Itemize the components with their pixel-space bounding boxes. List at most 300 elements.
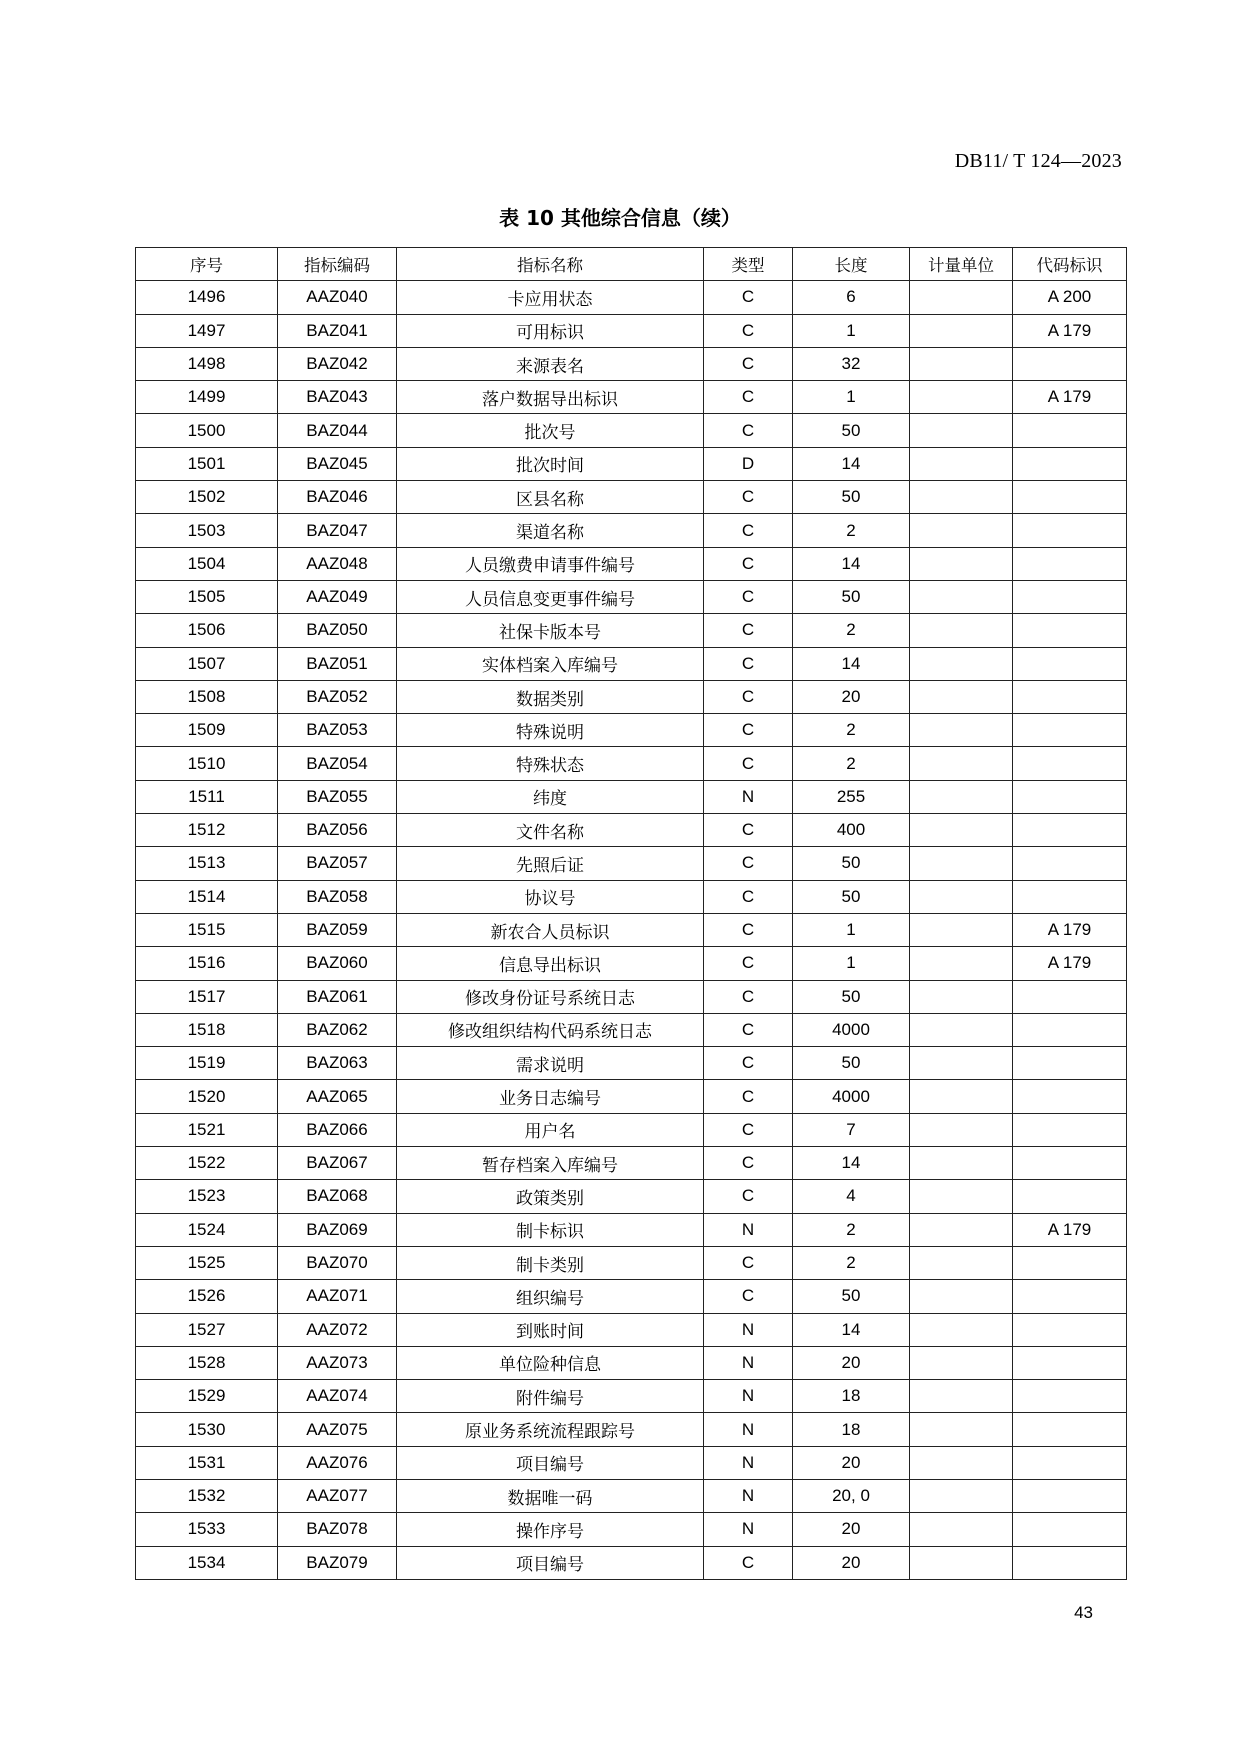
- cell-length: 255: [793, 780, 910, 813]
- cell-unit: [910, 980, 1013, 1013]
- cell-type: N: [704, 1380, 793, 1413]
- cell-code-id: [1013, 547, 1127, 580]
- cell-code-id: [1013, 347, 1127, 380]
- cell-seq: 1531: [136, 1446, 278, 1479]
- cell-unit: [910, 1546, 1013, 1579]
- cell-code-id: A 179: [1013, 314, 1127, 347]
- cell-code-id: [1013, 1280, 1127, 1313]
- cell-code-id: A 179: [1013, 913, 1127, 946]
- cell-seq: 1523: [136, 1180, 278, 1213]
- cell-code: BAZ078: [278, 1513, 397, 1546]
- cell-code-id: [1013, 1180, 1127, 1213]
- table-row: [136, 614, 1127, 647]
- cell-seq: 1508: [136, 680, 278, 713]
- cell-unit: [910, 1313, 1013, 1346]
- table-row: [136, 980, 1127, 1013]
- cell-unit: [910, 747, 1013, 780]
- cell-code: AAZ073: [278, 1346, 397, 1379]
- table-title: 表 10 其他综合信息（续）: [499, 206, 741, 230]
- cell-code: BAZ054: [278, 747, 397, 780]
- cell-length: 1: [793, 947, 910, 980]
- cell-code: BAZ057: [278, 847, 397, 880]
- cell-length: 4: [793, 1180, 910, 1213]
- cell-name: 批次时间: [397, 447, 704, 480]
- cell-name: 区县名称: [397, 481, 704, 514]
- table-row: [136, 1546, 1127, 1579]
- cell-length: 20: [793, 1446, 910, 1479]
- cell-type: N: [704, 1413, 793, 1446]
- cell-name: 协议号: [397, 880, 704, 913]
- cell-seq: 1503: [136, 514, 278, 547]
- header-code-id: 代码标识: [1013, 248, 1127, 281]
- cell-code: BAZ052: [278, 680, 397, 713]
- cell-length: 20: [793, 1513, 910, 1546]
- cell-length: 20, 0: [793, 1479, 910, 1512]
- cell-unit: [910, 580, 1013, 613]
- cell-name: 先照后证: [397, 847, 704, 880]
- cell-code-id: [1013, 1546, 1127, 1579]
- cell-code-id: [1013, 1380, 1127, 1413]
- cell-name: 数据唯一码: [397, 1479, 704, 1512]
- table-row: [136, 580, 1127, 613]
- cell-code: BAZ062: [278, 1013, 397, 1046]
- cell-name: 落户数据导出标识: [397, 381, 704, 414]
- cell-unit: [910, 1246, 1013, 1279]
- header-type: 类型: [704, 248, 793, 281]
- cell-unit: [910, 1280, 1013, 1313]
- table-row: [136, 847, 1127, 880]
- cell-code: AAZ048: [278, 547, 397, 580]
- cell-name: 人员缴费申请事件编号: [397, 547, 704, 580]
- cell-unit: [910, 1113, 1013, 1146]
- cell-type: D: [704, 447, 793, 480]
- cell-type: C: [704, 1113, 793, 1146]
- cell-code: BAZ067: [278, 1147, 397, 1180]
- cell-seq: 1533: [136, 1513, 278, 1546]
- cell-type: C: [704, 314, 793, 347]
- cell-unit: [910, 847, 1013, 880]
- cell-code-id: [1013, 747, 1127, 780]
- cell-length: 14: [793, 1313, 910, 1346]
- cell-length: 50: [793, 414, 910, 447]
- cell-code-id: [1013, 847, 1127, 880]
- table-row: [136, 1413, 1127, 1446]
- cell-length: 32: [793, 347, 910, 380]
- table-row: [136, 381, 1127, 414]
- table-row: [136, 281, 1127, 314]
- cell-unit: [910, 1213, 1013, 1246]
- cell-length: 50: [793, 980, 910, 1013]
- cell-length: 2: [793, 514, 910, 547]
- table-row: [136, 1246, 1127, 1279]
- cell-type: C: [704, 1047, 793, 1080]
- cell-type: N: [704, 1446, 793, 1479]
- cell-name: 信息导出标识: [397, 947, 704, 980]
- cell-name: 人员信息变更事件编号: [397, 580, 704, 613]
- cell-seq: 1498: [136, 347, 278, 380]
- cell-unit: [910, 514, 1013, 547]
- cell-unit: [910, 1013, 1013, 1046]
- cell-code: BAZ056: [278, 814, 397, 847]
- cell-name: 纬度: [397, 780, 704, 813]
- cell-name: 社保卡版本号: [397, 614, 704, 647]
- cell-type: N: [704, 780, 793, 813]
- cell-seq: 1500: [136, 414, 278, 447]
- cell-name: 修改身份证号系统日志: [397, 980, 704, 1013]
- cell-length: 50: [793, 481, 910, 514]
- cell-unit: [910, 314, 1013, 347]
- cell-code: AAZ072: [278, 1313, 397, 1346]
- cell-type: C: [704, 481, 793, 514]
- cell-length: 2: [793, 1213, 910, 1246]
- table-row: [136, 1180, 1127, 1213]
- cell-code-id: [1013, 714, 1127, 747]
- cell-code-id: [1013, 1147, 1127, 1180]
- cell-seq: 1530: [136, 1413, 278, 1446]
- header-name: 指标名称: [397, 248, 704, 281]
- cell-type: C: [704, 913, 793, 946]
- cell-code-id: [1013, 580, 1127, 613]
- cell-seq: 1518: [136, 1013, 278, 1046]
- cell-type: C: [704, 1080, 793, 1113]
- table-header-row: [136, 248, 1127, 281]
- cell-name: 渠道名称: [397, 514, 704, 547]
- cell-name: 制卡标识: [397, 1213, 704, 1246]
- cell-code: BAZ055: [278, 780, 397, 813]
- cell-type: C: [704, 580, 793, 613]
- table-row: [136, 1280, 1127, 1313]
- cell-type: N: [704, 1346, 793, 1379]
- cell-unit: [910, 614, 1013, 647]
- cell-name: 操作序号: [397, 1513, 704, 1546]
- cell-type: C: [704, 747, 793, 780]
- cell-code-id: [1013, 1047, 1127, 1080]
- table-body: [136, 281, 1127, 1580]
- cell-code: BAZ058: [278, 880, 397, 913]
- cell-code-id: [1013, 1413, 1127, 1446]
- cell-name: 数据类别: [397, 680, 704, 713]
- table-row: [136, 1446, 1127, 1479]
- cell-type: C: [704, 880, 793, 913]
- cell-code-id: [1013, 880, 1127, 913]
- cell-code-id: [1013, 680, 1127, 713]
- cell-length: 1: [793, 913, 910, 946]
- table-row: [136, 1513, 1127, 1546]
- cell-type: N: [704, 1479, 793, 1512]
- table-row: [136, 1080, 1127, 1113]
- cell-seq: 1525: [136, 1246, 278, 1279]
- cell-seq: 1515: [136, 913, 278, 946]
- cell-length: 14: [793, 447, 910, 480]
- cell-unit: [910, 1180, 1013, 1213]
- table-row: [136, 880, 1127, 913]
- cell-type: C: [704, 814, 793, 847]
- cell-seq: 1501: [136, 447, 278, 480]
- cell-unit: [910, 481, 1013, 514]
- cell-seq: 1507: [136, 647, 278, 680]
- cell-code: BAZ060: [278, 947, 397, 980]
- cell-seq: 1509: [136, 714, 278, 747]
- indicator-table: [135, 247, 1127, 1580]
- cell-name: 特殊状态: [397, 747, 704, 780]
- cell-code-id: A 179: [1013, 947, 1127, 980]
- cell-length: 20: [793, 1346, 910, 1379]
- cell-length: 2: [793, 747, 910, 780]
- cell-seq: 1505: [136, 580, 278, 613]
- cell-type: N: [704, 1513, 793, 1546]
- cell-name: 批次号: [397, 414, 704, 447]
- cell-code: BAZ042: [278, 347, 397, 380]
- cell-name: 制卡类别: [397, 1246, 704, 1279]
- cell-code-id: [1013, 1246, 1127, 1279]
- cell-unit: [910, 880, 1013, 913]
- cell-unit: [910, 1446, 1013, 1479]
- cell-code-id: [1013, 481, 1127, 514]
- cell-code: AAZ040: [278, 281, 397, 314]
- cell-unit: [910, 780, 1013, 813]
- cell-code: BAZ043: [278, 381, 397, 414]
- cell-code-id: [1013, 814, 1127, 847]
- cell-unit: [910, 447, 1013, 480]
- cell-code-id: [1013, 980, 1127, 1013]
- cell-type: C: [704, 381, 793, 414]
- table-row: [136, 1013, 1127, 1046]
- cell-code: AAZ074: [278, 1380, 397, 1413]
- cell-code: BAZ066: [278, 1113, 397, 1146]
- cell-code: BAZ079: [278, 1546, 397, 1579]
- cell-unit: [910, 1147, 1013, 1180]
- cell-type: C: [704, 614, 793, 647]
- cell-code: BAZ061: [278, 980, 397, 1013]
- header-code: 指标编码: [278, 248, 397, 281]
- cell-type: C: [704, 414, 793, 447]
- cell-type: C: [704, 1246, 793, 1279]
- cell-code: AAZ075: [278, 1413, 397, 1446]
- cell-name: 来源表名: [397, 347, 704, 380]
- cell-name: 修改组织结构代码系统日志: [397, 1013, 704, 1046]
- cell-name: 单位险种信息: [397, 1346, 704, 1379]
- cell-type: C: [704, 980, 793, 1013]
- cell-unit: [910, 1513, 1013, 1546]
- cell-code-id: A 200: [1013, 281, 1127, 314]
- cell-length: 4000: [793, 1013, 910, 1046]
- table-row: [136, 1479, 1127, 1512]
- cell-name: 特殊说明: [397, 714, 704, 747]
- table-row: [136, 1213, 1127, 1246]
- document-code: DB11/ T 124—2023: [954, 150, 1122, 172]
- cell-length: 18: [793, 1380, 910, 1413]
- cell-length: 14: [793, 547, 910, 580]
- table-row: [136, 1346, 1127, 1379]
- cell-seq: 1517: [136, 980, 278, 1013]
- cell-name: 项目编号: [397, 1446, 704, 1479]
- cell-unit: [910, 381, 1013, 414]
- table-row: [136, 1047, 1127, 1080]
- cell-code: BAZ070: [278, 1246, 397, 1279]
- cell-seq: 1511: [136, 780, 278, 813]
- cell-seq: 1521: [136, 1113, 278, 1146]
- cell-length: 14: [793, 647, 910, 680]
- cell-name: 项目编号: [397, 1546, 704, 1579]
- cell-code: BAZ050: [278, 614, 397, 647]
- cell-length: 20: [793, 1546, 910, 1579]
- cell-code-id: [1013, 514, 1127, 547]
- table-row: [136, 714, 1127, 747]
- cell-seq: 1506: [136, 614, 278, 647]
- table-row: [136, 1380, 1127, 1413]
- cell-unit: [910, 547, 1013, 580]
- table-row: [136, 814, 1127, 847]
- cell-unit: [910, 1346, 1013, 1379]
- cell-code-id: [1013, 1513, 1127, 1546]
- table-row: [136, 447, 1127, 480]
- cell-seq: 1520: [136, 1080, 278, 1113]
- cell-type: C: [704, 647, 793, 680]
- table-row: [136, 1113, 1127, 1146]
- cell-code: BAZ041: [278, 314, 397, 347]
- table-row: [136, 947, 1127, 980]
- cell-length: 6: [793, 281, 910, 314]
- cell-unit: [910, 1047, 1013, 1080]
- cell-type: C: [704, 680, 793, 713]
- cell-type: N: [704, 1313, 793, 1346]
- cell-seq: 1496: [136, 281, 278, 314]
- cell-unit: [910, 1380, 1013, 1413]
- cell-code: AAZ077: [278, 1479, 397, 1512]
- cell-code: BAZ068: [278, 1180, 397, 1213]
- header-length: 长度: [793, 248, 910, 281]
- cell-unit: [910, 714, 1013, 747]
- cell-code: BAZ047: [278, 514, 397, 547]
- table-row: [136, 314, 1127, 347]
- cell-length: 400: [793, 814, 910, 847]
- cell-code-id: [1013, 1313, 1127, 1346]
- cell-name: 文件名称: [397, 814, 704, 847]
- cell-seq: 1528: [136, 1346, 278, 1379]
- header-unit: 计量单位: [910, 248, 1013, 281]
- cell-name: 暂存档案入库编号: [397, 1147, 704, 1180]
- cell-length: 50: [793, 1280, 910, 1313]
- cell-name: 新农合人员标识: [397, 913, 704, 946]
- cell-seq: 1534: [136, 1546, 278, 1579]
- cell-seq: 1526: [136, 1280, 278, 1313]
- table-row: [136, 1147, 1127, 1180]
- table-row: [136, 913, 1127, 946]
- cell-code-id: [1013, 647, 1127, 680]
- cell-code: BAZ044: [278, 414, 397, 447]
- cell-code: BAZ051: [278, 647, 397, 680]
- cell-name: 卡应用状态: [397, 281, 704, 314]
- cell-name: 原业务系统流程跟踪号: [397, 1413, 704, 1446]
- cell-name: 实体档案入库编号: [397, 647, 704, 680]
- cell-code: AAZ071: [278, 1280, 397, 1313]
- cell-name: 业务日志编号: [397, 1080, 704, 1113]
- cell-code: BAZ053: [278, 714, 397, 747]
- cell-length: 50: [793, 880, 910, 913]
- table-row: [136, 414, 1127, 447]
- cell-code-id: [1013, 447, 1127, 480]
- cell-unit: [910, 913, 1013, 946]
- cell-unit: [910, 281, 1013, 314]
- cell-code: AAZ076: [278, 1446, 397, 1479]
- cell-type: C: [704, 514, 793, 547]
- cell-code-id: [1013, 1013, 1127, 1046]
- cell-length: 1: [793, 381, 910, 414]
- cell-unit: [910, 347, 1013, 380]
- cell-length: 50: [793, 847, 910, 880]
- cell-seq: 1499: [136, 381, 278, 414]
- table-row: [136, 1313, 1127, 1346]
- cell-code: AAZ065: [278, 1080, 397, 1113]
- cell-name: 需求说明: [397, 1047, 704, 1080]
- cell-seq: 1512: [136, 814, 278, 847]
- cell-name: 政策类别: [397, 1180, 704, 1213]
- table-row: [136, 481, 1127, 514]
- cell-length: 4000: [793, 1080, 910, 1113]
- cell-type: N: [704, 1213, 793, 1246]
- cell-type: C: [704, 547, 793, 580]
- cell-length: 18: [793, 1413, 910, 1446]
- cell-code-id: [1013, 1446, 1127, 1479]
- cell-code-id: A 179: [1013, 1213, 1127, 1246]
- cell-name: 组织编号: [397, 1280, 704, 1313]
- cell-type: C: [704, 1546, 793, 1579]
- cell-name: 可用标识: [397, 314, 704, 347]
- cell-code-id: [1013, 1479, 1127, 1512]
- cell-seq: 1519: [136, 1047, 278, 1080]
- header-seq: 序号: [136, 248, 278, 281]
- cell-length: 2: [793, 614, 910, 647]
- cell-code: BAZ069: [278, 1213, 397, 1246]
- page-number: 43: [1074, 1603, 1093, 1622]
- cell-seq: 1497: [136, 314, 278, 347]
- cell-code: BAZ063: [278, 1047, 397, 1080]
- cell-seq: 1504: [136, 547, 278, 580]
- cell-name: 附件编号: [397, 1380, 704, 1413]
- cell-unit: [910, 1080, 1013, 1113]
- cell-length: 14: [793, 1147, 910, 1180]
- table-row: [136, 680, 1127, 713]
- cell-name: 到账时间: [397, 1313, 704, 1346]
- cell-type: C: [704, 1013, 793, 1046]
- cell-code-id: [1013, 1113, 1127, 1146]
- cell-code-id: [1013, 614, 1127, 647]
- cell-code: BAZ046: [278, 481, 397, 514]
- cell-type: C: [704, 281, 793, 314]
- cell-length: 50: [793, 580, 910, 613]
- cell-seq: 1532: [136, 1479, 278, 1512]
- cell-code-id: [1013, 1346, 1127, 1379]
- cell-code: BAZ059: [278, 913, 397, 946]
- cell-code-id: [1013, 414, 1127, 447]
- cell-name: 用户名: [397, 1113, 704, 1146]
- cell-unit: [910, 414, 1013, 447]
- cell-unit: [910, 647, 1013, 680]
- table-row: [136, 547, 1127, 580]
- cell-length: 50: [793, 1047, 910, 1080]
- cell-type: C: [704, 947, 793, 980]
- table-row: [136, 647, 1127, 680]
- cell-seq: 1502: [136, 481, 278, 514]
- cell-seq: 1522: [136, 1147, 278, 1180]
- cell-type: C: [704, 1280, 793, 1313]
- cell-length: 20: [793, 680, 910, 713]
- cell-unit: [910, 947, 1013, 980]
- cell-type: C: [704, 847, 793, 880]
- cell-type: C: [704, 714, 793, 747]
- cell-length: 7: [793, 1113, 910, 1146]
- cell-code: AAZ049: [278, 580, 397, 613]
